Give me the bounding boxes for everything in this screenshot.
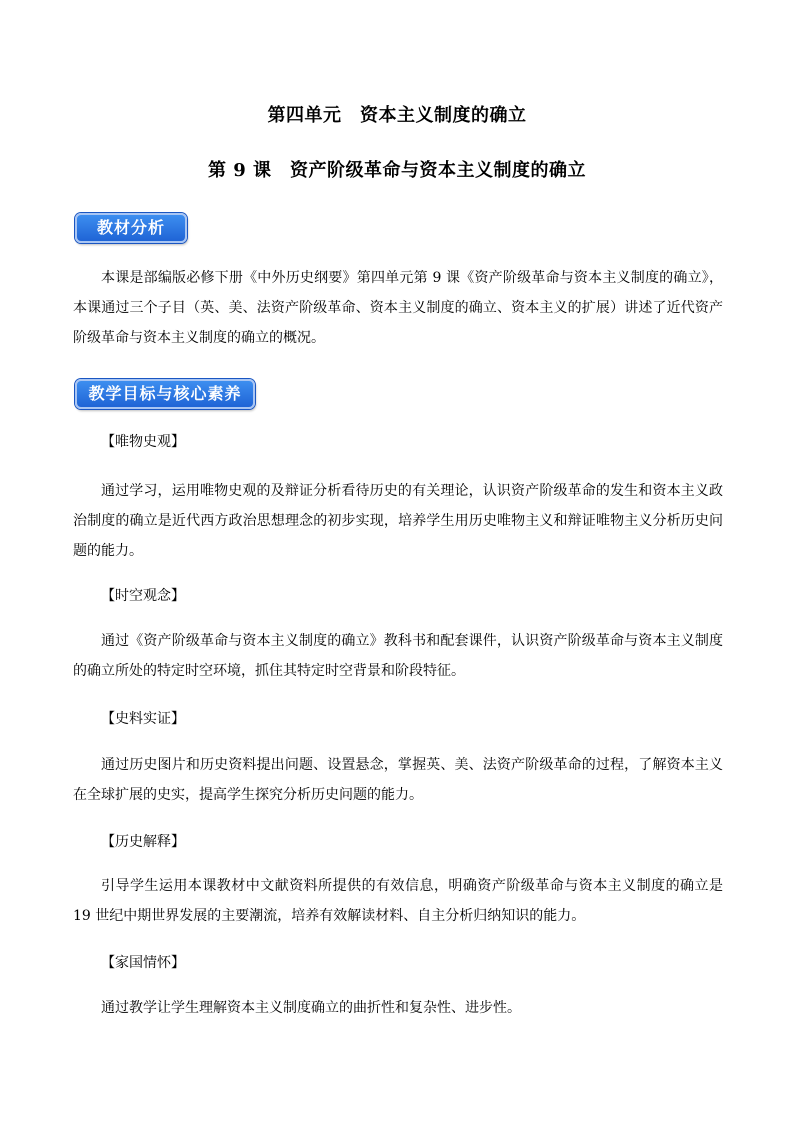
section-badge-analysis: 教材分析 xyxy=(75,213,187,243)
section-badge-goals: 教学目标与核心素养 xyxy=(75,379,255,409)
goal-heading-interpretation: 【历史解释】 xyxy=(101,834,185,850)
goal-heading-spacetime: 【时空观念】 xyxy=(101,588,185,604)
goal-text-spacetime: 通过《资产阶级革命与资本主义制度的确立》教科书和配套课件，认识资产阶级革命与资本主义制度的确立所处的特定时空环境，抓住其特定时空背景和阶段特征。 xyxy=(73,633,723,679)
unit-title: 第四单元 资本主义制度的确立 xyxy=(267,105,527,126)
goal-heading-patriotism: 【家国情怀】 xyxy=(101,955,185,971)
goal-text-interpretation: 引导学生运用本课教材中文献资料所提供的有效信息，明确资产阶级革命与资本主义制度的确立是 19 世纪中期世界发展的主要潮流，培养有效解读材料、自主分析归纳知识的能力。 xyxy=(73,878,723,924)
goal-heading-evidence: 【史料实证】 xyxy=(101,711,185,727)
goal-text-patriotism: 通过教学让学生理解资本主义制度确立的曲折性和复杂性、进步性。 xyxy=(101,1000,521,1016)
goal-text-materialism: 通过学习，运用唯物史观的及辩证分析看待历史的有关理论，认识资产阶级革命的发生和资本主义政治制度的确立是近代西方政治思想理念的初步实现，培养学生用历史唯物主义和辩证唯物主义分析历史问题的能力。 xyxy=(73,483,723,559)
analysis-paragraph: 本课是部编版必修下册《中外历史纲要》第四单元第 9 课《资产阶级革命与资本主义制度的确立》，本课通过三个子目（英、美、法资产阶级革命、资本主义制度的确立、资本主义的扩展）讲述了近代资产阶级革命与资本主义制度的确立的概况。 xyxy=(73,270,723,346)
goal-heading-materialism: 【唯物史观】 xyxy=(101,434,185,450)
lesson-title: 第 9 课 资产阶级革命与资本主义制度的确立 xyxy=(207,160,587,181)
goal-text-evidence: 通过历史图片和历史资料提出问题、设置悬念，掌握英、美、法资产阶级革命的过程，了解资本主义在全球扩展的史实，提高学生探究分析历史问题的能力。 xyxy=(73,757,723,803)
